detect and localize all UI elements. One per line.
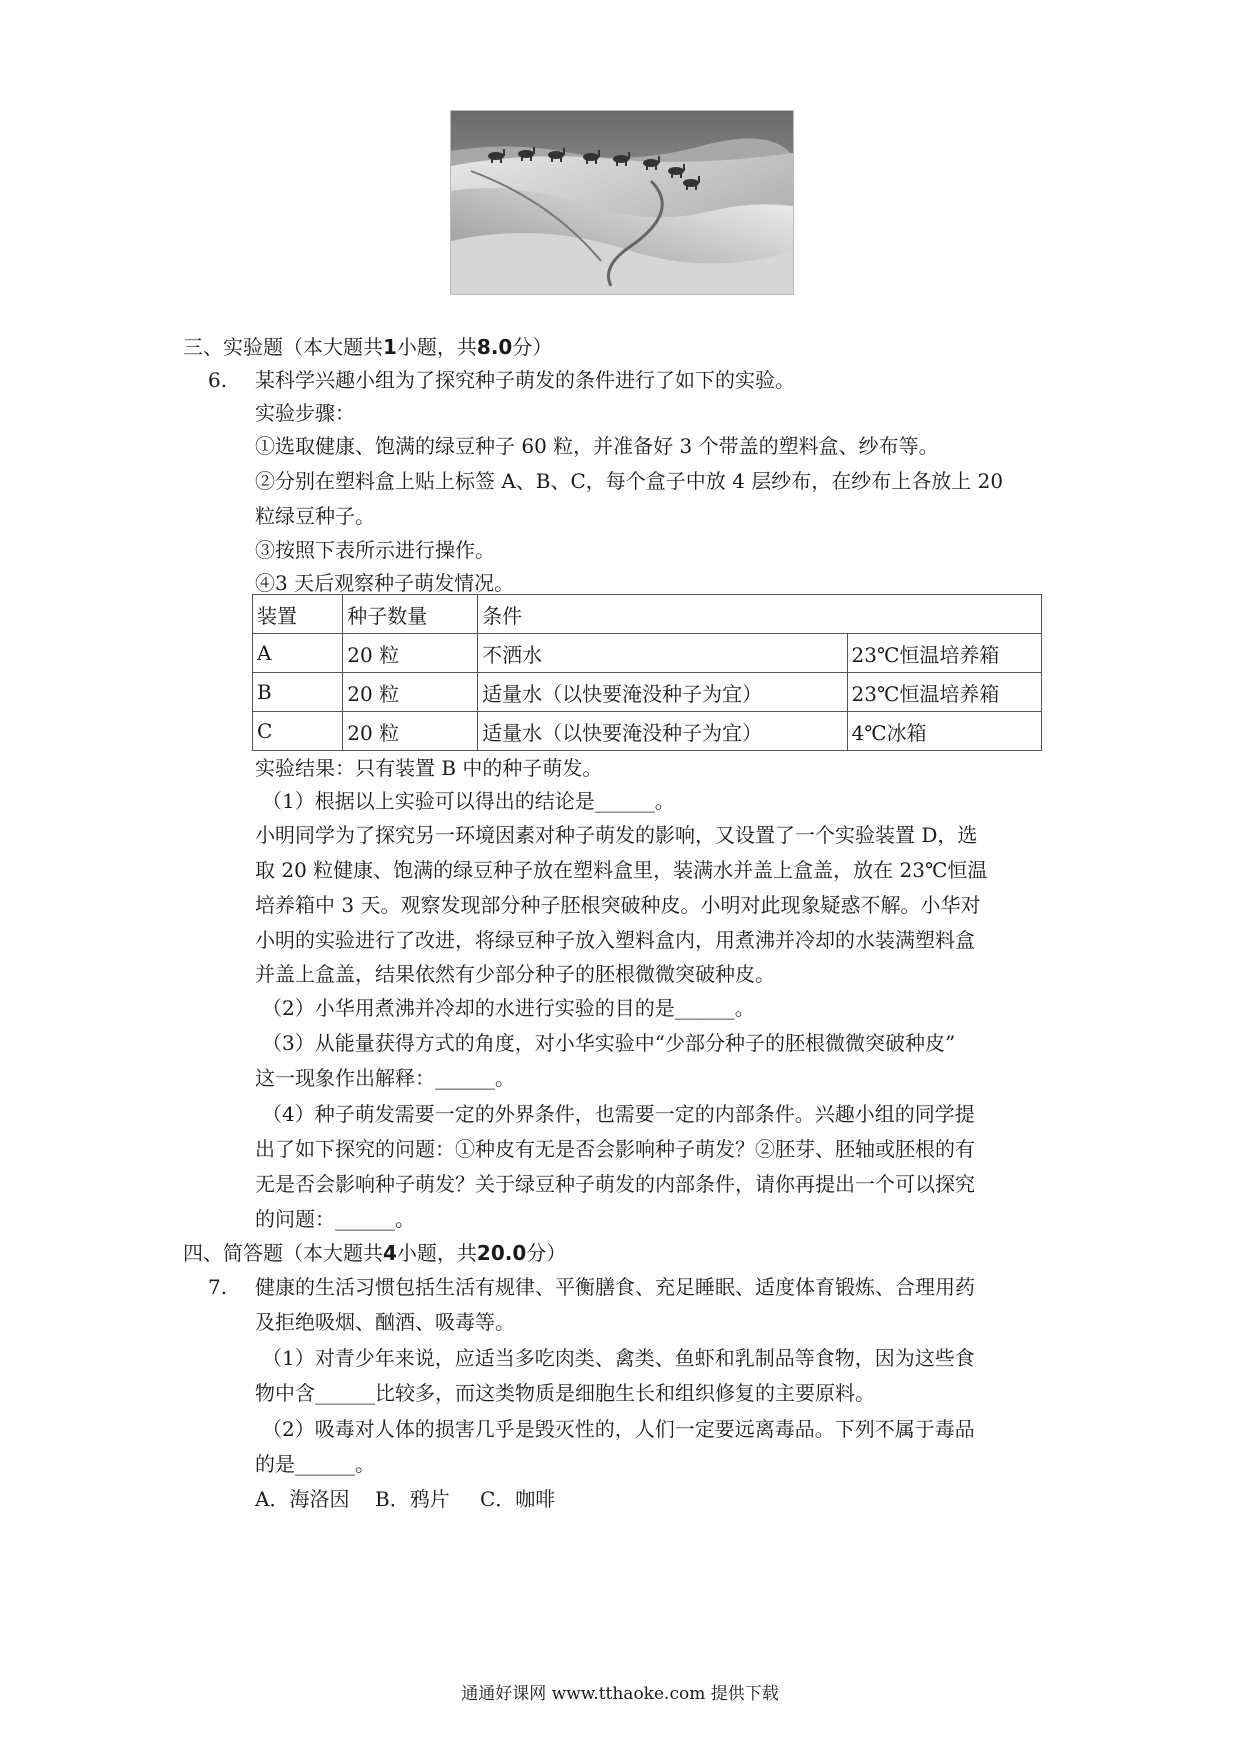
table-row [253,712,1042,751]
q6-sub-4-line-3: 无是否会影响种子萌发？关于绿豆种子萌发的内部条件，请你再提出一个可以探究 [255,1172,975,1196]
q6-sub-1: （1）根据以上实验可以得出的结论是______。 [262,789,675,813]
table-cell: 适量水（以快要淹没种子为宜） [478,673,847,712]
paragraph-line: 取 20 粒健康、饱满的绿豆种子放在塑料盒里，装满水并盖上盒盖，放在 23℃恒温 [255,858,988,882]
step-4: ④3 天后观察种子萌发情况。 [255,571,515,595]
paragraph-line: 并盖上盒盖，结果依然有少部分种子的胚根微微突破种皮。 [255,962,775,986]
table-cell: 4℃冰箱 [847,712,1041,751]
table-row [253,673,1042,712]
q6-sub-3-line-1: （3）从能量获得方式的角度，对小华实验中“少部分种子的胚根微微突破种皮” [262,1031,956,1055]
table-cell: 适量水（以快要淹没种子为宜） [478,712,847,751]
table-cell: 20 粒 [343,712,478,751]
table-cell: 20 粒 [343,673,478,712]
header-device: 装置 [253,595,343,634]
q7-sub-1-line-1: （1）对青少年来说，应适当多吃肉类、禽类、鱼虾和乳制品等食物，因为这些食 [262,1346,975,1370]
step-3: ③按照下表所示进行操作。 [255,538,495,562]
table-cell: 不洒水 [478,634,847,673]
q7-sub-1-line-2: 物中含______比较多，而这类物质是细胞生长和组织修复的主要原料。 [255,1381,875,1405]
header-seed-count: 种子数量 [343,595,478,634]
q6-sub-4-line-2: 出了如下探究的问题：①种皮有无是否会影响种子萌发？②胚芽、胚轴或胚根的有 [255,1137,975,1161]
steps-label: 实验步骤： [255,401,355,425]
question-7-intro-line-1: 健康的生活习惯包括生活有规律、平衡膳食、充足睡眠、适度体育锻炼、合理用药 [255,1275,975,1299]
table-cell: A [253,634,343,673]
question-6-intro: 某科学兴趣小组为了探究种子萌发的条件进行了如下的实验。 [255,368,795,392]
question-7-intro-line-2: 及拒绝吸烟、酗酒、吸毒等。 [255,1310,515,1334]
question-6-number: 6. [208,368,228,392]
question-7-number: 7. [208,1275,228,1299]
experiment-result: 实验结果：只有装置 B 中的种子萌发。 [255,756,603,780]
desert-illustration [451,111,793,294]
q6-sub-4-line-4: 的问题：______。 [255,1207,415,1231]
table-cell: 20 粒 [343,634,478,673]
desert-camel-caravan-image [450,110,794,295]
q7-sub-2-line-2: 的是______。 [255,1452,375,1476]
step-2-line-1: ②分别在塑料盒上贴上标签 A、B、C，每个盒子中放 4 层纱布，在纱布上各放上 20 [255,469,1004,493]
q7-option-a: A．海洛因 [255,1487,350,1511]
step-1: ①选取健康、饱满的绿豆种子 60 粒，并准备好 3 个带盖的塑料盒、纱布等。 [255,434,939,458]
table-cell: B [253,673,343,712]
table-cell: 23℃恒温培养箱 [847,673,1041,712]
q6-sub-4-line-1: （4）种子萌发需要一定的外界条件，也需要一定的内部条件。兴趣小组的同学提 [262,1102,975,1126]
page-footer: 通通好课网 www.tthaoke.com 提供下载 [461,1684,779,1704]
table-row [253,634,1042,673]
table-header-row [253,595,1042,634]
section-4-heading: 四、简答题（本大题共4小题，共20.0分） [183,1241,567,1265]
table-cell: C [253,712,343,751]
step-2-line-2: 粒绿豆种子。 [255,504,375,528]
paragraph-line: 小明同学为了探究另一环境因素对种子萌发的影响，又设置了一个实验装置 D，选 [255,823,978,847]
table-cell: 23℃恒温培养箱 [847,634,1041,673]
q6-sub-3-line-2: 这一现象作出解释：______。 [255,1066,515,1090]
header-condition: 条件 [478,595,1042,634]
q6-sub-2: （2）小华用煮沸并冷却的水进行实验的目的是______。 [262,996,755,1020]
section-3-heading: 三、实验题（本大题共1小题，共8.0分） [183,335,553,359]
q7-sub-2-line-1: （2）吸毒对人体的损害几乎是毁灭性的，人们一定要远离毒品。下列不属于毒品 [262,1417,975,1441]
experiment-table [252,594,1042,751]
q7-option-b: B．鸦片 [375,1487,450,1511]
paragraph-line: 小明的实验进行了改进，将绿豆种子放入塑料盒内，用煮沸并冷却的水装满塑料盒 [255,928,975,952]
paragraph-line: 培养箱中 3 天。观察发现部分种子胚根突破种皮。小明对此现象疑惑不解。小华对 [255,893,981,917]
q7-option-c: C．咖啡 [480,1487,556,1511]
